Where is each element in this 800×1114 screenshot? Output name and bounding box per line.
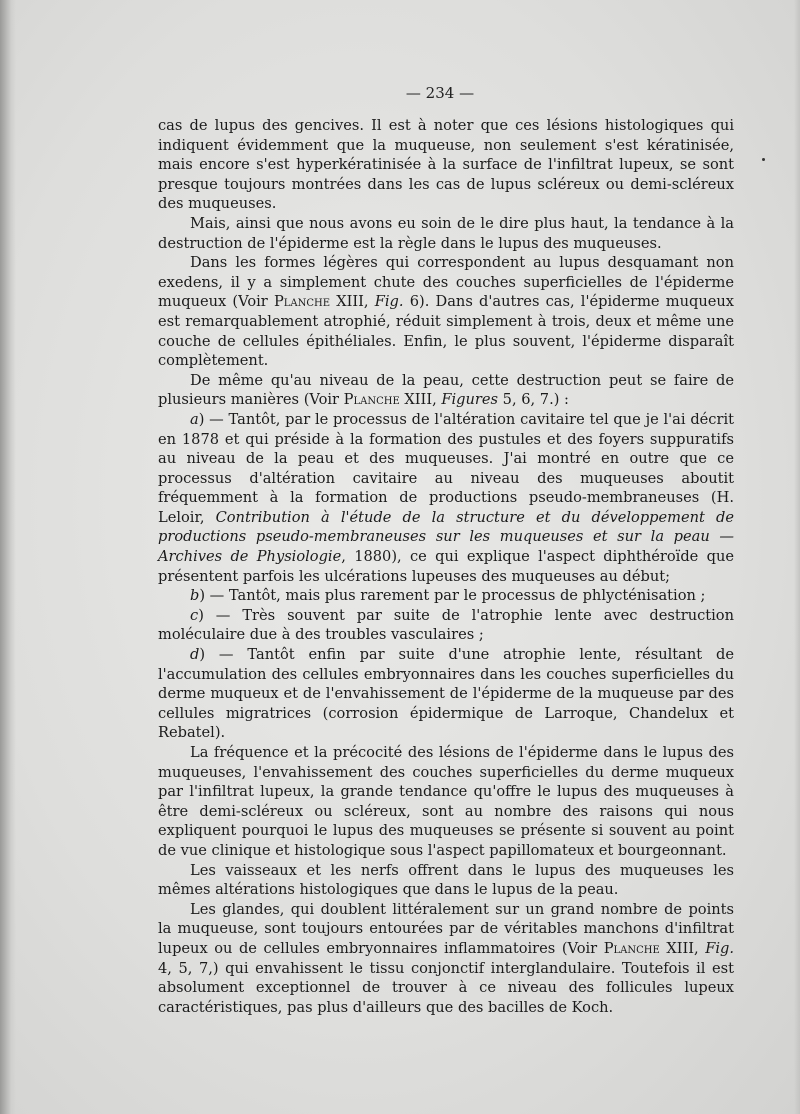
paragraph — [158, 371, 734, 410]
italic-text: Contribution à l'étude de la structure et du développement de productions pseudo-membraneuses sur les muqueuses et sur la peau — Archives de Physiologie — [158, 508, 734, 566]
text-run: ) — Tantôt, par le processus de l'altération cavitaire tel que je l'ai décrit en 1878 et qui préside à la formation des pustules et des foyers suppuratifs au niveau de la peau et des muqueuses. J'ai montré en outre que ce processus d'altération cavitaire au niveau des muqueuses aboutit fréquemment à la formation de productions pseudo-membraneuses (H. Leloir, — [158, 410, 734, 526]
paragraph — [158, 645, 734, 743]
paragraph — [158, 253, 734, 371]
page-edge — [794, 0, 800, 1114]
paragraph — [158, 116, 734, 214]
italic-text: Fig. — [374, 293, 404, 311]
text-run: cas de lupus des gencives. Il est à noter que ces lésions histologiques qui indiquent évidemment que la muqueuse, non seulement s'est kératinisée, mais encore s'est hyperkératinisée à la surface de l'infiltrat lupeux, se sont presque toujours montrées dans les cas de lupus scléreux ou demi-scléreux des muqueuses. — [158, 117, 734, 213]
text-run: ) — Très souvent par suite de l'atrophie lente avec destruction moléculaire due à des troubles vasculaires ; — [158, 606, 734, 644]
text-run: ) — Tantôt, mais plus rarement par le processus de phlycténisation ; — [199, 587, 706, 605]
ink-speck — [762, 158, 765, 161]
italic-text: a — [190, 410, 199, 428]
binding-shadow — [0, 0, 16, 1114]
text-run: Mais, ainsi que nous avons eu soin de le dire plus haut, la tendance à la destruction de l'épiderme est la règle dans le lupus des muqueuses. — [158, 214, 734, 252]
paragraph — [158, 743, 734, 861]
text-run: ) — Tantôt enfin par suite d'une atrophie lente, résultant de l'accumulation des cellules embryonnaires dans les couches superficielles du derme muqueux et de l'envahissement de l'épiderme de la muqueuse par des cellules migratrices (corrosion épidermique de Larroque, Chandelux et Rebatel). — [158, 646, 734, 742]
page-number: — 234 — — [405, 84, 475, 102]
paragraph — [158, 586, 734, 606]
italic-text: b — [190, 587, 200, 605]
small-caps-text: Planche — [343, 391, 400, 409]
text-run: XIII, — [399, 391, 442, 409]
text-run: De même qu'au niveau de la peau, cette destruction peut se faire de plusieurs manières (Voir — [158, 371, 734, 409]
text-run: XIII, — [330, 293, 375, 311]
paragraph — [158, 861, 734, 900]
paragraph — [158, 214, 734, 253]
small-caps-text: Planche — [603, 939, 660, 957]
text-run: Les vaisseaux et les nerfs offrent dans le lupus des muqueuses les mêmes altérations histologiques que dans le lupus de la peau. — [158, 861, 734, 899]
small-caps-text: Planche — [273, 293, 331, 311]
body-text — [158, 116, 734, 1017]
italic-text: Fig. — [705, 939, 734, 957]
paragraph — [158, 900, 734, 1018]
text-run: La fréquence et la précocité des lésions de l'épiderme dans le lupus des muqueuses, l'envahissement des couches superficielles du derme muqueux par l'infiltrat lupeux, la grande tendance qu'offre le lupus des muqueuses à être demi-scléreux ou scléreux, sont au nombre des raisons qui nous expliquent pourquoi le lupus des muqueuses se présente si souvent au point de vue clinique et histologique sous l'aspect papillomateux et bourgeonnant. — [158, 744, 734, 859]
italic-text: c — [190, 606, 199, 624]
text-run: 4, 5, 7,) qui envahissent le tissu conjonctif interglandulaire. Toutefois il est absolument exceptionnel de trouver à ce niveau des follicules lupeux caractéristiques, pas plus d'ailleurs que des bacilles de Koch. — [158, 959, 734, 1016]
text-run: XIII, — [659, 939, 706, 957]
paragraph — [158, 606, 734, 645]
italic-text: Figures — [441, 391, 499, 409]
text-run: 5, 6, 7.) : — [498, 391, 569, 409]
paragraph — [158, 410, 734, 586]
text-run: Dans les formes légères qui correspondent au lupus desquamant non exedens, il y a simplement chute des couches superficielles de l'épiderme muqueux (Voir — [158, 254, 734, 311]
text-run: , 1880), ce qui explique l'aspect diphthéroïde que présentent parfois les ulcérations lupeuses des muqueuses au début; — [158, 548, 735, 585]
italic-text: d — [190, 646, 200, 664]
text-run: Les glandes, qui doublent littéralement sur un grand nombre de points la muqueuse, sont toujours entourées par de véritables manchons d'infiltrat lupeux ou de cellules embryonnaires inflammatoires (Voir — [158, 900, 734, 957]
text-run: 6). Dans d'autres cas, l'épiderme muqueux est remarquablement atrophié, réduit simplement à trois, deux et même une couche de cellules épithéliales. Enfin, le plus souvent, l'épiderme disparaît complètement. — [158, 293, 734, 370]
